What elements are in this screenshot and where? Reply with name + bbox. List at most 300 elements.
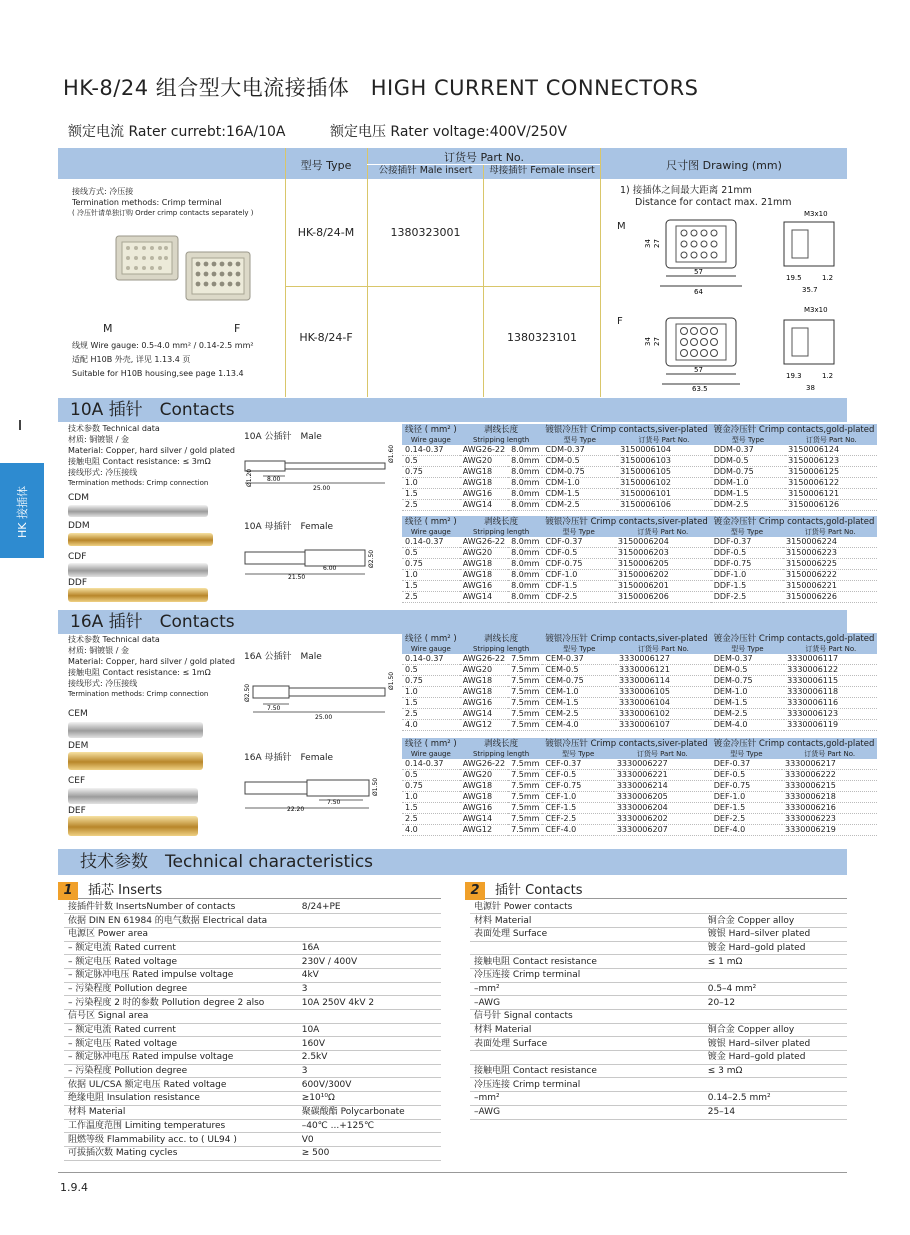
table-row	[402, 537, 877, 548]
part-col: 订货号 Part No.	[617, 435, 711, 445]
table-cell: CDM-1.5	[542, 489, 617, 500]
margin-mark	[19, 420, 21, 430]
table-cell: AWG26-22	[460, 445, 508, 456]
spec-value: ≤ 3 mΩ	[704, 1064, 847, 1078]
table-row	[402, 489, 877, 500]
drawing-note-cn: 1) 接插体之间最大距离 21mm	[620, 185, 752, 196]
table-cell: 3330006217	[782, 759, 877, 770]
pin-label-ddm: DDM	[68, 521, 90, 531]
table-cell: 0.5	[402, 665, 460, 676]
spec-row	[64, 1119, 441, 1133]
table-cell: DEF-1.5	[711, 803, 782, 814]
table-cell: AWG14	[460, 592, 508, 603]
spec-line: 接线形式: 冷压接线	[68, 468, 138, 477]
spec-row	[64, 955, 441, 969]
female-part-no: 1380323101	[507, 331, 577, 344]
table-row	[402, 665, 877, 676]
table-cell: 8.0mm	[508, 581, 542, 592]
table-cell: DDF-1.5	[711, 581, 783, 592]
table-cell: DEF-0.37	[711, 759, 782, 770]
table-cell: 3330006114	[616, 676, 711, 687]
pin-image-cef	[68, 788, 198, 804]
silver-header: 镀银冷压针 Crimp contacts,siver-plated	[542, 738, 710, 749]
table-cell: 8.0mm	[508, 478, 542, 489]
spec-row	[470, 1064, 847, 1078]
drawing-10a-male-label: 10A 公插针 Male	[244, 432, 322, 442]
table-cell: DEF-4.0	[711, 825, 782, 836]
table-cell: 2.5	[402, 500, 460, 511]
side-tab[interactable]	[0, 463, 44, 558]
table-row	[402, 781, 877, 792]
rated-voltage: 额定电压 Rater voltage:400V/250V	[329, 124, 568, 140]
spec-value: ≤ 1 mΩ	[704, 955, 847, 969]
pin-label-cem: CEM	[68, 709, 88, 719]
table-cell: 7.5mm	[508, 781, 542, 792]
spec-row	[470, 900, 847, 914]
table-cell: CDF-1.0	[542, 570, 614, 581]
type-col: 型号 Type	[711, 527, 783, 537]
inserts-title: 插芯 Inserts	[88, 883, 163, 898]
table-cell: 3150006223	[783, 548, 877, 559]
table-cell: 0.5	[402, 548, 460, 559]
table-header-row	[402, 633, 877, 644]
table-cell: 3150006104	[617, 445, 711, 456]
spec-name: – 污染程度 Pollution degree	[64, 982, 298, 996]
drawing-16a-female	[243, 770, 400, 812]
table-cell: 3330006119	[784, 720, 877, 731]
dim-f-27: 27	[653, 337, 661, 346]
spec-value: 铜合金 Copper alloy	[704, 1023, 847, 1037]
stripping-en: Stripping length	[460, 644, 543, 654]
spec-row	[64, 1146, 441, 1160]
table-cell: 0.75	[402, 781, 460, 792]
table-cell: 2.5	[402, 709, 460, 720]
spec-line: 接触电阻 Contact resistance: ≤ 3mΩ	[68, 457, 211, 466]
table-cell: 3150006101	[617, 489, 711, 500]
table-cell: 3150006126	[785, 500, 877, 511]
termination-cn: 接线方式: 冷压接	[72, 187, 134, 196]
spec-row	[470, 1078, 847, 1092]
table-cell: DDM-1.0	[711, 478, 785, 489]
drawing-label-m: M	[617, 221, 626, 232]
table-row	[402, 467, 877, 478]
table-row	[402, 770, 877, 781]
table-cell: CEM-1.0	[542, 687, 616, 698]
table-row	[402, 687, 877, 698]
table-cell: CDF-2.5	[542, 592, 614, 603]
spec-row	[470, 1010, 847, 1024]
silver-header: 镀银冷压针 Crimp contacts,siver-plated	[542, 516, 710, 527]
spec-line: 技术参数 Technical data	[68, 635, 160, 644]
spec-row	[64, 914, 441, 928]
table-cell: 1.0	[402, 478, 460, 489]
stripping-header: 剥线长度	[460, 738, 543, 749]
table-cell: CDM-2.5	[542, 500, 617, 511]
table-cell: AWG18	[460, 792, 508, 803]
table-row	[402, 825, 877, 836]
table-cell: AWG26-22	[460, 537, 508, 548]
pin-label-ddf: DDF	[68, 578, 88, 588]
table-cell: 3150006201	[615, 581, 711, 592]
table-cell: 0.5	[402, 770, 460, 781]
table-cell: 3150006226	[783, 592, 877, 603]
table-cell: CDM-0.75	[542, 467, 617, 478]
table-cell: DDM-1.5	[711, 489, 785, 500]
table-cell: 0.75	[402, 559, 460, 570]
dim-10am-800: 8.00	[267, 476, 281, 483]
table-row	[402, 654, 877, 665]
side-tab-label: HK 接插体	[16, 486, 29, 538]
table-cell: AWG26-22	[460, 759, 508, 770]
table-cell: 3330006104	[616, 698, 711, 709]
wire-gauge-en: Wire gauge	[402, 527, 460, 537]
dim-m-19: 19.5	[786, 274, 802, 282]
spec-name: – 额定电压 Rated voltage	[64, 955, 298, 969]
spec-row	[470, 1051, 847, 1065]
table-header-row	[402, 424, 877, 435]
spec-name: 信号区 Signal area	[64, 1010, 298, 1024]
dim-16am-150: Ø1.50	[388, 671, 395, 690]
spec-line: Material: Copper, hard silver / gold plated	[68, 446, 235, 455]
dim-f-m3x10: M3x10	[804, 306, 828, 314]
spec-name: – 额定脉冲电压 Rated impulse voltage	[64, 968, 298, 982]
spec-row	[64, 1078, 441, 1092]
table-cell: 3150006203	[615, 548, 711, 559]
spec-value: 镀银 Hard–silver plated	[704, 927, 847, 941]
table-cell: 7.5mm	[508, 654, 542, 665]
table-cell: 1.0	[402, 570, 460, 581]
spec-row	[64, 1092, 441, 1106]
table-cell: 8.0mm	[508, 456, 542, 467]
table-row	[402, 792, 877, 803]
dim-f-34: 34	[644, 337, 652, 346]
spec-row	[64, 996, 441, 1010]
dim-f-57: 57	[694, 366, 703, 374]
table-cell: 8.0mm	[508, 467, 542, 478]
table-cell: AWG26-22	[460, 654, 508, 665]
pin-image-def	[68, 816, 198, 836]
housing-cn: 适配 H10B 外壳, 详见 1.13.4 页	[72, 355, 191, 364]
table-cell: DDF-2.5	[711, 592, 783, 603]
drawing-10a-female-label: 10A 母插针 Female	[244, 522, 334, 532]
table-cell: 8.0mm	[508, 489, 542, 500]
table-cell: 3330006202	[614, 814, 711, 825]
table-cell: 0.75	[402, 676, 460, 687]
spec-name: 接触电阻 Contact resistance	[470, 955, 704, 969]
table-cell: 4.0	[402, 825, 460, 836]
type-col: 型号 Type	[542, 435, 617, 445]
table-row	[402, 559, 877, 570]
dim-10af-250: Ø2.50	[368, 549, 375, 568]
table-row	[402, 478, 877, 489]
spec-value: 镀金 Hard–gold plated	[704, 1051, 847, 1065]
dim-m-m3x10: M3x10	[804, 210, 828, 218]
table-cell: 3330006215	[782, 781, 877, 792]
table-cell: AWG14	[460, 814, 508, 825]
dimension-drawing-m	[626, 206, 846, 296]
table-cell: DEM-2.5	[711, 709, 784, 720]
spec-name: –mm²	[470, 1092, 704, 1106]
spec-row	[64, 941, 441, 955]
table-cell: DDM-2.5	[711, 500, 785, 511]
stripping-header: 剥线长度	[460, 424, 543, 435]
spec-row	[470, 941, 847, 955]
type-female: HK-8/24-F	[299, 331, 353, 344]
spec-value	[298, 927, 441, 941]
stripping-en: Stripping length	[460, 527, 543, 537]
type-col: 型号 Type	[711, 644, 784, 654]
spec-value: 聚碳酸酯 Polycarbonate	[298, 1105, 441, 1119]
dim-16af-150: Ø1.50	[372, 777, 379, 796]
spec-line: Termination methods: Crimp connection	[68, 690, 209, 698]
contacts-title-row	[465, 879, 847, 899]
table-cell: 3330006117	[784, 654, 877, 665]
dim-16am-250: Ø2.50	[244, 683, 251, 702]
table-cell: DEF-1.0	[711, 792, 782, 803]
drawing-note-en: Distance for contact max. 21mm	[635, 197, 792, 208]
table-cell: CDF-0.75	[542, 559, 614, 570]
table-cell: AWG18	[460, 687, 508, 698]
spec-value	[704, 1010, 847, 1024]
table-subheader-row	[402, 435, 877, 445]
rated-current: 额定电流 Rater currebt:16A/10A	[68, 124, 286, 140]
male-insert-image	[116, 236, 178, 280]
spec-value: ≥10¹⁰Ω	[298, 1092, 441, 1106]
section-16a-header: 16A 插针 Contacts	[58, 610, 847, 634]
contact-table-10a-female	[402, 516, 877, 603]
table-cell: DEM-1.0	[711, 687, 784, 698]
contacts-number-badge: 2	[465, 882, 485, 900]
part-col: 订货号 Part No.	[783, 527, 877, 537]
table-cell: 3330006207	[614, 825, 711, 836]
contact-table-16a-female	[402, 738, 877, 836]
specs-10a	[68, 423, 235, 489]
table-cell: AWG18	[460, 570, 508, 581]
spec-name: – 污染程度 2 时的参数 Pollution degree 2 also	[64, 996, 298, 1010]
table-cell: 3330006219	[782, 825, 877, 836]
contacts-table	[470, 900, 847, 1120]
spec-value: 16A	[298, 941, 441, 955]
spec-name: 信号针 Signal contacts	[470, 1010, 704, 1024]
part-col: 订货号 Part No.	[782, 749, 877, 759]
table-cell: 3330006218	[782, 792, 877, 803]
table-cell: AWG18	[460, 478, 508, 489]
table-header-row	[402, 516, 877, 527]
table-cell: CEM-4.0	[542, 720, 616, 731]
silver-header: 镀银冷压针 Crimp contacts,siver-plated	[542, 424, 710, 435]
wire-gauge-header: 线径 ( mm² )	[402, 633, 460, 644]
table-cell: 8.0mm	[508, 559, 542, 570]
dim-f-38: 38	[806, 384, 815, 392]
male-part-no: 1380323001	[390, 226, 461, 239]
dim-10am-120: Ø1.20	[246, 468, 253, 487]
contacts-title: 插针 Contacts	[495, 883, 583, 898]
table-cell: 3150006206	[615, 592, 711, 603]
table-cell: DDF-1.0	[711, 570, 783, 581]
table-cell: 3150006121	[785, 489, 877, 500]
spec-row	[64, 968, 441, 982]
pin-image-ddm	[68, 533, 213, 546]
table-cell: 7.5mm	[508, 720, 542, 731]
dim-m-57: 57	[694, 268, 703, 276]
table-cell: 3330006204	[614, 803, 711, 814]
table-cell: AWG18	[460, 467, 508, 478]
table-cell: AWG14	[460, 500, 508, 511]
spec-row	[64, 1064, 441, 1078]
table-cell: CEF-1.0	[542, 792, 613, 803]
silver-header: 镀银冷压针 Crimp contacts,siver-plated	[542, 633, 710, 644]
table-cell: CEM-2.5	[542, 709, 616, 720]
table-cell: 3330006223	[782, 814, 877, 825]
spec-row	[470, 982, 847, 996]
spec-name: 冷压连接 Crimp terminal	[470, 968, 704, 982]
table-cell: DEM-4.0	[711, 720, 784, 731]
spec-value: 2.5kV	[298, 1051, 441, 1065]
table-cell: 3330006107	[616, 720, 711, 731]
table-cell: CEF-0.37	[542, 759, 613, 770]
dim-m-64: 64	[694, 288, 703, 296]
table-cell: 0.14-0.37	[402, 654, 460, 665]
drawing-16a-male	[243, 668, 400, 720]
spec-value: 600V/300V	[298, 1078, 441, 1092]
order-table	[58, 148, 847, 397]
spec-value: 230V / 400V	[298, 955, 441, 969]
spec-value: V0	[298, 1133, 441, 1147]
gold-header: 镀金冷压针 Crimp contacts,gold-plated	[711, 516, 878, 527]
part-col: 订货号 Part No.	[616, 644, 711, 654]
spec-value: 0.5–4 mm²	[704, 982, 847, 996]
table-cell: AWG16	[460, 698, 508, 709]
spec-value: 镀金 Hard–gold plated	[704, 941, 847, 955]
table-cell: AWG18	[460, 559, 508, 570]
table-cell: DDF-0.75	[711, 559, 783, 570]
table-cell: 7.5mm	[508, 665, 542, 676]
dim-16af-750: 7.50	[327, 799, 341, 806]
table-cell: CDM-0.5	[542, 456, 617, 467]
footer-rule	[58, 1172, 847, 1173]
table-cell: 7.5mm	[508, 687, 542, 698]
table-cell: CDM-1.0	[542, 478, 617, 489]
table-cell: CDM-0.37	[542, 445, 617, 456]
table-cell: 3330006116	[784, 698, 877, 709]
table-cell: 3150006124	[785, 445, 877, 456]
table-cell: 3330006227	[614, 759, 711, 770]
table-cell: 0.14-0.37	[402, 445, 460, 456]
page-number: 1.9.4	[60, 1181, 88, 1194]
dim-10am-160: Ø1.60	[388, 444, 395, 463]
spec-name: 冷压连接 Crimp terminal	[470, 1078, 704, 1092]
table-cell: 2.5	[402, 592, 460, 603]
table-cell: CEF-2.5	[542, 814, 613, 825]
specs-16a	[68, 634, 235, 700]
wire-gauge-header: 线径 ( mm² )	[402, 738, 460, 749]
termination-en: Termination methods: Crimp terminal	[72, 198, 222, 207]
table-cell: DEM-1.5	[711, 698, 784, 709]
spec-row	[470, 996, 847, 1010]
spec-name: – 额定电流 Rated current	[64, 941, 298, 955]
spec-value	[704, 968, 847, 982]
spec-name: 材料 Material	[470, 1023, 704, 1037]
table-row	[402, 581, 877, 592]
table-cell: 7.5mm	[508, 676, 542, 687]
part-col: 订货号 Part No.	[784, 644, 877, 654]
spec-value: 160V	[298, 1037, 441, 1051]
spec-name: 绝缘电阻 Insulation resistance	[64, 1092, 298, 1106]
wire-gauge-en: Wire gauge	[402, 435, 460, 445]
spec-value: 3	[298, 1064, 441, 1078]
table-cell: 3330006121	[616, 665, 711, 676]
table-cell: 8.0mm	[508, 537, 542, 548]
spec-name: –AWG	[470, 1105, 704, 1119]
pin-label-cef: CEF	[68, 776, 86, 786]
spec-row	[64, 927, 441, 941]
table-cell: 4.0	[402, 720, 460, 731]
type-col: 型号 Type	[542, 749, 613, 759]
spec-row	[470, 968, 847, 982]
table-cell: AWG20	[460, 548, 508, 559]
spec-row	[470, 1037, 847, 1051]
tech-header: 技术参数 Technical characteristics	[58, 849, 847, 875]
table-cell: 3330006102	[616, 709, 711, 720]
spec-name: –AWG	[470, 996, 704, 1010]
table-subheader-row	[402, 749, 877, 759]
table-cell: 7.5mm	[508, 709, 542, 720]
dim-10af-600: 6.00	[323, 565, 337, 572]
spec-row	[64, 1037, 441, 1051]
drawing-10a-female	[243, 540, 400, 580]
dimension-drawing-f	[626, 300, 846, 392]
table-cell: 3330006123	[784, 709, 877, 720]
table-row	[402, 709, 877, 720]
table-cell: AWG20	[460, 770, 508, 781]
table-row	[402, 548, 877, 559]
type-header: 型号 Type	[300, 159, 352, 172]
table-cell: 3150006221	[783, 581, 877, 592]
table-cell: 3330006222	[782, 770, 877, 781]
spec-name	[470, 941, 704, 955]
table-cell: DDF-0.37	[711, 537, 783, 548]
inserts-number-badge: 1	[58, 882, 78, 900]
spec-name: 阻燃等级 Flammability acc. to ( UL94 )	[64, 1133, 298, 1147]
dim-16am-2500: 25.00	[315, 714, 333, 720]
table-cell: 3150006122	[785, 478, 877, 489]
spec-name: – 额定脉冲电压 Rated impulse voltage	[64, 1051, 298, 1065]
table-cell: 3150006224	[783, 537, 877, 548]
spec-row	[64, 982, 441, 996]
connector-photo	[108, 228, 258, 308]
female-header: 母接插针 Female insert	[489, 165, 595, 176]
spec-value: 4kV	[298, 968, 441, 982]
spec-value: 10A	[298, 1023, 441, 1037]
table-row	[402, 592, 877, 603]
table-cell: DDM-0.37	[711, 445, 785, 456]
table-cell: 3330006105	[616, 687, 711, 698]
table-cell: 3150006105	[617, 467, 711, 478]
spec-name: 接触电阻 Contact resistance	[470, 1064, 704, 1078]
spec-name: 可拔插次数 Mating cycles	[64, 1146, 298, 1160]
table-cell: DEM-0.5	[711, 665, 784, 676]
spec-name: –mm²	[470, 982, 704, 996]
spec-row	[470, 1092, 847, 1106]
table-cell: CEF-1.5	[542, 803, 613, 814]
table-cell: 7.5mm	[508, 792, 542, 803]
crimp-note: ( 冷压针请单独订购 Order crimp contacts separately )	[72, 209, 254, 217]
table-cell: AWG16	[460, 803, 508, 814]
spec-line: Termination methods: Crimp connection	[68, 479, 209, 487]
table-cell: 3330006216	[782, 803, 877, 814]
spec-name: 表面处理 Surface	[470, 1037, 704, 1051]
housing-en: Suitable for H10B housing,see page 1.13.4	[72, 369, 244, 378]
